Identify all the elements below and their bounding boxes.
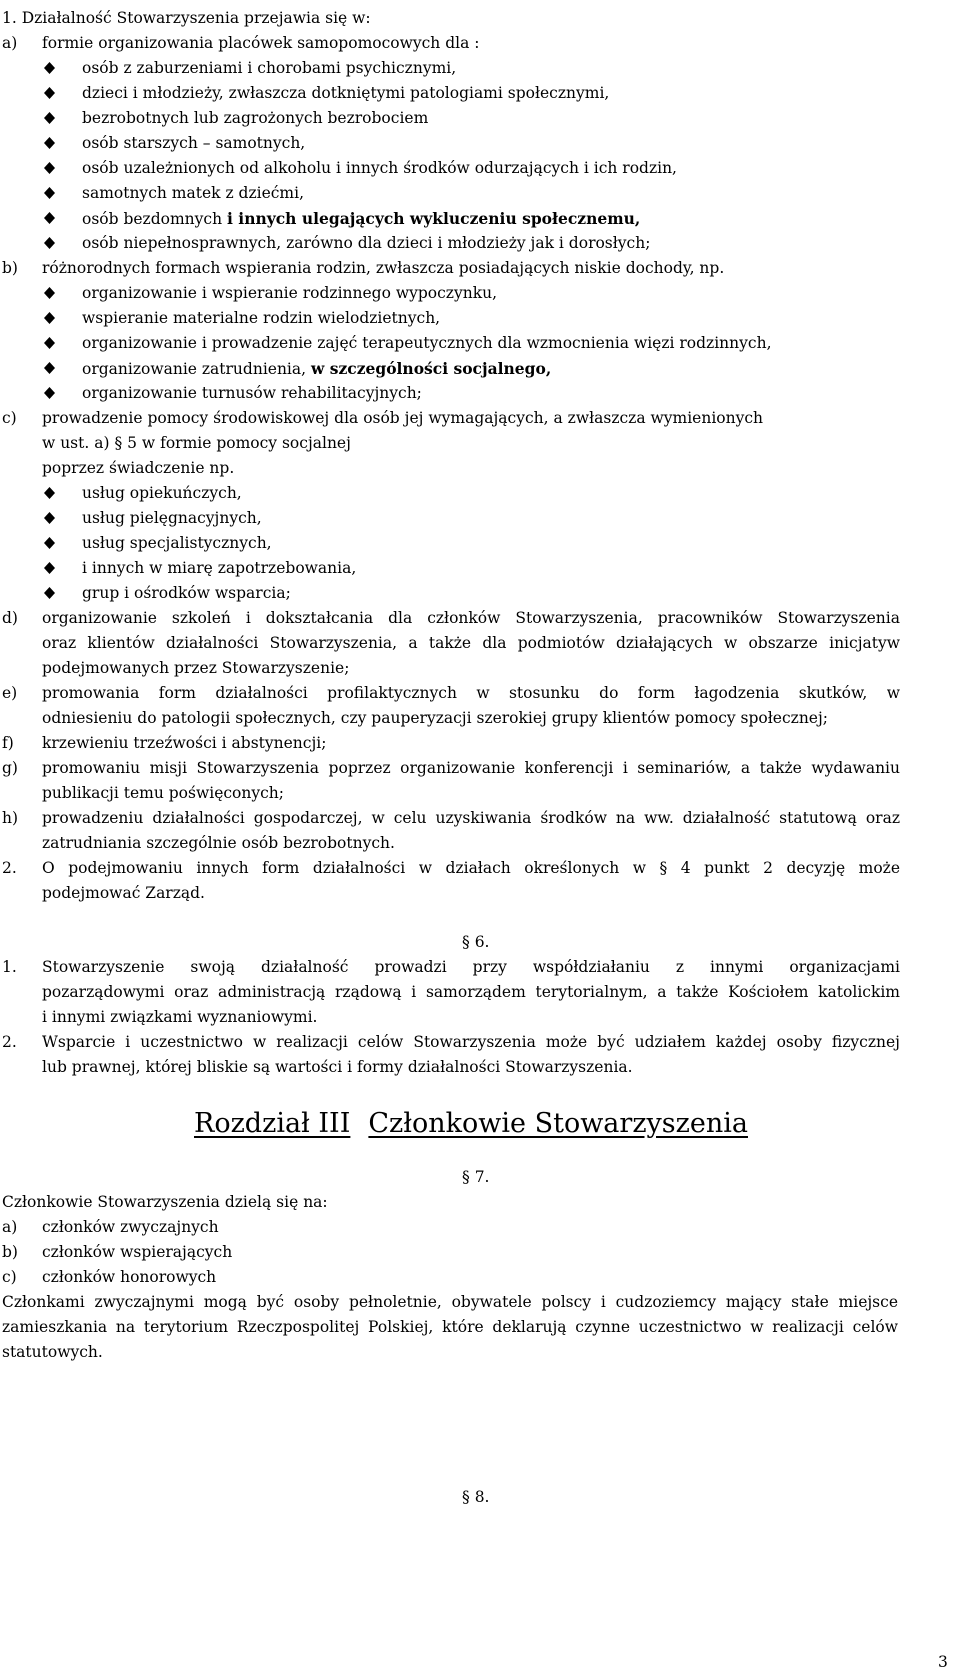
item-g: g) promowaniu misji Stowarzyszenia poprzez organizowanie konferencji i seminariów, a także wydawaniu (0, 756, 900, 781)
diamond-bullet-icon (44, 337, 55, 349)
b-bullet-item: organizowanie i wspieranie rodzinnego wypoczynku, (0, 281, 960, 306)
diamond-bullet-icon (44, 487, 55, 499)
section-6-paragraph-2-continuation: lub prawnej, której bliskie są wartości i formy działalności Stowarzyszenia. (42, 1058, 633, 1076)
item-e: e) promowania form działalności profilaktycznych w stosunku do form łagodzenia skutków, w (0, 681, 900, 706)
c-bullet-item: usług opiekuńczych, (0, 481, 960, 506)
paragraph-2-continuation: podejmować Zarząd. (42, 884, 205, 902)
a-bullet-item: osób niepełnosprawnych, zarówno dla dzieci i młodzieży jak i dorosłych; (0, 231, 960, 256)
section-6-paragraph-1: 1. Stowarzyszenie swoją działalność prowadzi przy współdziałaniu z innymi organizacjami (2, 958, 900, 976)
section-7-paragraph: Członkami zwyczajnymi mogą być osoby pełnoletnie, obywatele polscy i cudzoziemcy mający stałe miejsce (2, 1293, 898, 1311)
member-type-item: a) członków zwyczajnych (2, 1218, 219, 1236)
diamond-bullet-icon (44, 237, 55, 249)
item-c: c) prowadzenie pomocy środowiskowej dla osób jej wymagających, a zwłaszcza wymienionych (0, 406, 960, 431)
section-7-heading: § 7. (462, 1168, 490, 1186)
paragraph-2: 2. O podejmowaniu innych form działalności w działach określonych w § 4 punkt 2 decyzję może (0, 856, 900, 881)
item-d-continuation: podejmowanych przez Stowarzyszenie; (42, 659, 350, 677)
a-bullet-item: osób starszych – samotnych, (0, 131, 960, 156)
item-h-label: h) (2, 809, 19, 827)
diamond-bullet-icon (44, 387, 55, 399)
item-f: f) krzewieniu trzeźwości i abstynencji; (0, 731, 960, 756)
section-sign: § (462, 1488, 470, 1506)
item-c-continuation: w ust. a) § 5 w formie pomocy socjalnej (42, 434, 351, 452)
page-number: 3 (938, 1653, 948, 1671)
item-h-continuation: zatrudniania szczególnie osób bezrobotnych. (42, 834, 395, 852)
diamond-bullet-icon (44, 137, 55, 149)
bold-insertion: i innych ulegających wykluczeniu społecznemu, (227, 209, 641, 228)
diamond-bullet-icon (44, 162, 55, 174)
section-7-paragraph-continuation: zamieszkania na terytorium Rzeczpospolitej Polskiej, które deklarują czynne uczestnictwo w realizacji celów (2, 1318, 898, 1336)
item-b-label: b) (2, 259, 18, 277)
item-c-label: c) (2, 409, 17, 427)
b-bullet-item: organizowanie zatrudnienia, w szczególności socjalnego, (0, 356, 960, 381)
member-type-item: c) członków honorowych (2, 1268, 217, 1286)
b-bullet-item: organizowanie i prowadzenie zajęć terapeutycznych dla wzmocnienia więzi rodzinnych, (0, 331, 960, 356)
c-bullet-item: usług specjalistycznych, (0, 531, 960, 556)
document-page (0, 6, 960, 1510)
item-d: d) organizowanie szkoleń i dokształcania dla członków Stowarzyszenia, pracowników Stowarzyszenia (0, 606, 900, 631)
section-sign: § (114, 434, 123, 452)
diamond-bullet-icon (44, 562, 55, 574)
a-bullet-item: osób bezdomnych i innych ulegających wykluczeniu społecznemu, (0, 206, 960, 231)
paragraph-2-label: 2. (2, 859, 17, 877)
chapter-heading-block (0, 1080, 960, 1155)
diamond-bullet-icon (44, 362, 55, 374)
item-g-label: g) (2, 759, 18, 777)
item-a-text: formie organizowania placówek samopomocowych dla : (42, 34, 480, 52)
item-a-label: a) (2, 34, 18, 52)
diamond-bullet-icon (44, 312, 55, 324)
section-6-heading: § 6. (462, 933, 490, 951)
diamond-bullet-icon (44, 187, 55, 199)
a-bullet-item: osób uzależnionych od alkoholu i innych środków odurzających i ich rodzin, (0, 156, 960, 181)
item-e-label: e) (2, 684, 18, 702)
bold-insertion: w szczególności socjalnego, (311, 359, 552, 378)
diamond-bullet-icon (44, 537, 55, 549)
a-bullet-item: osób z zaburzeniami i chorobami psychicznymi, (0, 56, 960, 81)
b-bullet-item: wspieranie materialne rodzin wielodzietnych, (0, 306, 960, 331)
c-bullet-item: grup i ośrodków wsparcia; (0, 581, 960, 606)
b-bullet-item: organizowanie turnusów rehabilitacyjnych; (0, 381, 960, 406)
diamond-bullet-icon (44, 587, 55, 599)
item-e-continuation: odniesieniu do patologii społecznych, czy pauperyzacji szerokiej grupy klientów pomocy społecznej; (42, 709, 828, 727)
section-6-paragraph-2: 2. Wsparcie i uczestnictwo w realizacji celów Stowarzyszenia może być udziałem każdej osoby fizycznej (2, 1033, 900, 1051)
member-type-item: b) członków wspierających (2, 1243, 233, 1261)
item-d-label: d) (2, 609, 18, 627)
a-bullet-item: dzieci i młodzieży, zwłaszcza dotkniętymi patologiami społecznymi, (0, 81, 960, 106)
section-sign: § (462, 933, 470, 951)
diamond-bullet-icon (44, 512, 55, 524)
diamond-bullet-icon (44, 212, 55, 224)
item-c-continuation: poprzez świadczenie np. (42, 459, 235, 477)
paragraph-lead: 1. Działalność Stowarzyszenia przejawia się w: (2, 9, 371, 27)
a-bullet-item: samotnych matek z dziećmi, (0, 181, 960, 206)
diamond-bullet-icon (44, 87, 55, 99)
diamond-bullet-icon (44, 112, 55, 124)
section-7-paragraph-continuation: statutowych. (2, 1343, 103, 1361)
a-bullet-item: bezrobotnych lub zagrożonych bezrobociem (0, 106, 960, 131)
section-8-heading: § 8. (462, 1488, 490, 1506)
section-sign: § (659, 859, 668, 877)
item-a (0, 31, 960, 56)
item-b-text: różnorodnych formach wspierania rodzin, zwłaszcza posiadających niskie dochody, np. (42, 259, 725, 277)
c-bullet-item: i innych w miarę zapotrzebowania, (0, 556, 960, 581)
section-sign: § (462, 1168, 470, 1186)
section-7-intro: Członkowie Stowarzyszenia dzielą się na: (2, 1193, 328, 1211)
item-g-continuation: publikacji temu poświęconych; (42, 784, 284, 802)
item-b (0, 256, 960, 281)
chapter-heading: Rozdział III Członkowie Stowarzyszenia (194, 1108, 748, 1139)
diamond-bullet-icon (44, 62, 55, 74)
section-6-paragraph-1-continuation: pozarządowymi oraz administracją rządową i samorządem terytorialnym, a także Kościołem katolickim (42, 983, 900, 1001)
diamond-bullet-icon (44, 287, 55, 299)
item-h: h) prowadzeniu działalności gospodarczej, w celu uzyskiwania środków na ww. działalność statutową oraz (0, 806, 900, 831)
item-f-label: f) (2, 734, 14, 752)
c-bullet-item: usług pielęgnacyjnych, (0, 506, 960, 531)
section-6-paragraph-1-continuation: i innymi związkami wyznaniowymi. (42, 1008, 318, 1026)
item-d-continuation: oraz klientów działalności Stowarzyszenia, a także dla podmiotów działających w obszarze inicjatyw (42, 634, 900, 652)
